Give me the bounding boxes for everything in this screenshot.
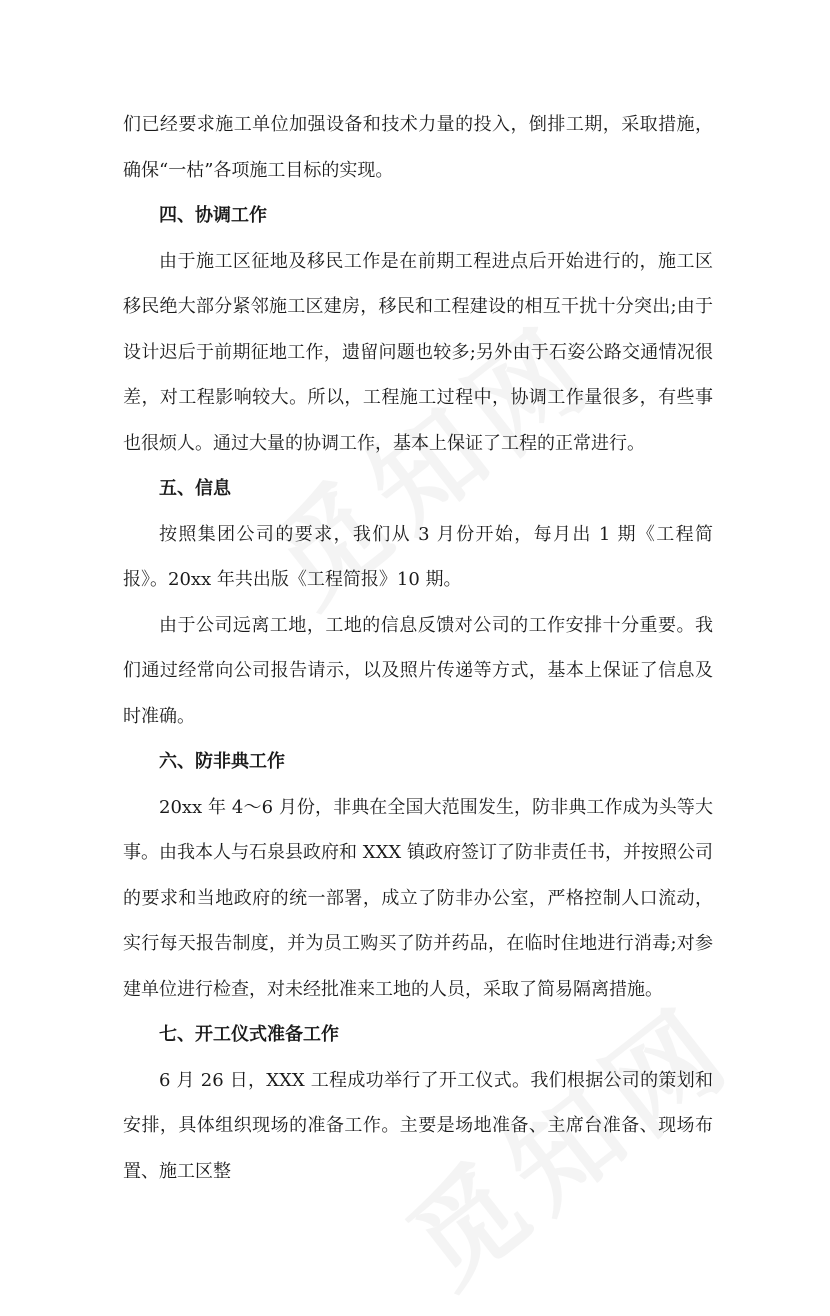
section-heading-sars: 六、防非典工作: [159, 751, 285, 772]
section-heading-coordination: 四、协调工作: [159, 205, 267, 226]
paragraph-coordination: 由于施工区征地及移民工作是在前期工程进点后开始进行的，施工区移民绝大部分紧邻施工区建房，移民和工程建设的相互干扰十分突出;由于设计迟后于前期征地工作，遗留问题也较多;另外由于石姿公路交通情况很差，对工程影响较大。所以，工程施工过程中，协调工作量很多，有些事也很烦人。通过大量的协调工作，基本上保证了工程的正常进行。: [123, 250, 713, 454]
paragraph-continued: 们已经要求施工单位加强设备和技术力量的投入，倒排工期，采取措施，确保“一枯”各项施工目标的实现。: [123, 114, 713, 181]
paragraph-information-2: 由于公司远离工地，工地的信息反馈对公司的工作安排十分重要。我们通过经常向公司报告请示，以及照片传递等方式，基本上保证了信息及时准确。: [123, 614, 713, 727]
paragraph-information-1: 按照集团公司的要求，我们从 3 月份开始，每月出 1 期《工程简报》。20xx 年共出版《工程简报》10 期。: [123, 523, 713, 590]
section-heading-information: 五、信息: [159, 478, 231, 499]
paragraph-sars: 20xx 年 4～6 月份，非典在全国大范围发生，防非典工作成为头等大事。由我本人与石泉县政府和 XXX 镇政府签订了防非责任书，并按照公司的要求和当地政府的统一部署，成立了防非办公室，严格控制人口流动，实行每天报告制度，并为员工购买了防并药品，在临时住地进行消毒;对参建单位进行检查，对未经批准来工地的人员，采取了简易隔离措施。: [123, 796, 713, 1000]
paragraph-ceremony: 6 月 26 日，XXX 工程成功举行了开工仪式。我们根据公司的策划和安排，具体组织现场的准备工作。主要是场地准备、主席台准备、现场布置、施工区整: [123, 1069, 713, 1182]
document-page: [123, 102, 713, 1194]
section-heading-ceremony: 七、开工仪式准备工作: [159, 1024, 339, 1045]
